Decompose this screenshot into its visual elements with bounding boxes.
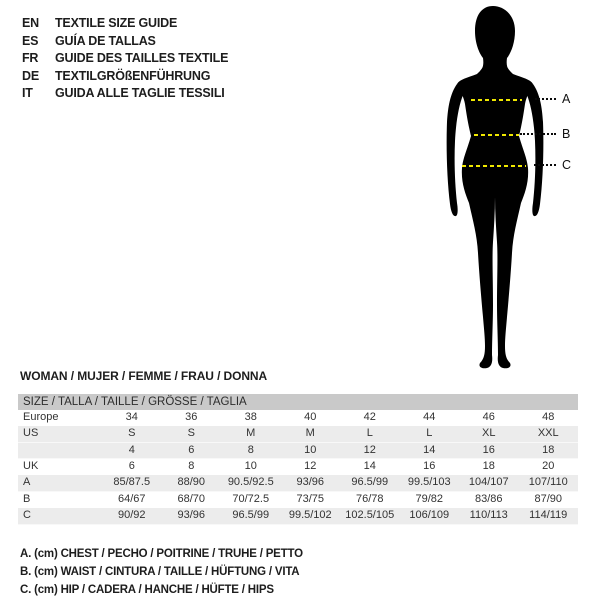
- table-row-hip: [18, 508, 578, 525]
- size-cell: 8: [188, 460, 195, 473]
- size-table-header: SIZE / TALLA / TAILLE / GRÖSSE / TAGLIA: [18, 394, 578, 410]
- hip-leader-line: [534, 164, 556, 166]
- table-row-waist: [18, 492, 578, 508]
- size-cell: 4: [128, 443, 135, 456]
- size-cell: M: [305, 426, 315, 439]
- table-row-us: [18, 426, 578, 443]
- size-cell: 85/87.5: [113, 476, 151, 489]
- size-cell: 99.5/103: [407, 476, 451, 489]
- size-cell: 18: [482, 460, 495, 473]
- language-title-list: [22, 15, 228, 103]
- size-cell: 107/110: [528, 476, 568, 489]
- legend-line-chest: A. (cm) CHEST / PECHO / POITRINE / TRUHE / PETTO: [20, 548, 303, 560]
- size-cell: 6: [128, 460, 135, 473]
- size-cell: 110/113: [469, 508, 508, 521]
- size-cell: 18: [542, 443, 555, 456]
- table-row-us-numeric: [18, 443, 578, 460]
- chest-dash-line: [471, 99, 522, 101]
- guide-title: TEXTILE SIZE GUIDE: [55, 16, 178, 30]
- size-cell: 70/72.5: [232, 492, 270, 505]
- size-cell: 10: [244, 460, 257, 473]
- size-cell: 83/86: [474, 492, 503, 505]
- group-title: WOMAN / MUJER / FEMME / FRAU / DONNA: [20, 369, 268, 383]
- language-row: [22, 33, 228, 51]
- size-cell: 6: [188, 443, 195, 456]
- size-cell: 73/75: [296, 492, 325, 505]
- guide-title: TEXTILGRÖßENFÜHRUNG: [55, 68, 211, 83]
- size-table: [18, 394, 578, 525]
- size-cell: 93/96: [177, 508, 206, 521]
- size-cell: 102.5/105: [345, 508, 395, 521]
- language-code: DE: [22, 68, 39, 83]
- size-cell: 93/96: [296, 476, 325, 489]
- size-cell: L: [366, 426, 373, 439]
- size-cell: XXL: [537, 426, 559, 439]
- size-cell: 8: [247, 443, 254, 456]
- table-row-europe: [18, 410, 578, 426]
- size-cell: 64/67: [117, 492, 146, 505]
- language-code: FR: [22, 51, 39, 65]
- size-cell: S: [187, 426, 195, 439]
- size-cell: 14: [423, 443, 436, 456]
- size-cell: 87/90: [534, 492, 563, 505]
- size-cell: 40: [304, 411, 317, 423]
- size-cell: 114/119: [529, 508, 568, 521]
- row-label: US: [23, 426, 39, 439]
- legend-line-waist: B. (cm) WAIST / CINTURA / TAILLE / HÜFTUNG / VITA: [20, 566, 300, 578]
- language-row: [22, 15, 228, 33]
- guide-title: GUIDE DES TAILLES TEXTILE: [55, 51, 229, 65]
- size-cell: 90.5/92.5: [227, 476, 274, 489]
- size-cell: 10: [304, 443, 317, 456]
- language-row: [22, 85, 228, 103]
- size-cell: 14: [363, 460, 376, 473]
- woman-silhouette-icon: [434, 5, 564, 371]
- language-code: EN: [22, 16, 39, 30]
- waist-leader-line: [520, 133, 556, 135]
- size-cell: 16: [482, 443, 495, 456]
- size-cell: 96.5/99: [351, 476, 389, 489]
- size-cell: 96.5/99: [232, 508, 270, 521]
- size-cell: 12: [363, 443, 376, 456]
- size-cell: 16: [423, 460, 436, 473]
- size-cell: 48: [542, 411, 555, 423]
- size-cell: M: [246, 426, 256, 439]
- size-cell: 44: [423, 411, 436, 423]
- size-cell: 68/70: [177, 492, 206, 505]
- row-label: A: [23, 476, 31, 489]
- marker-label-c: C: [562, 158, 572, 172]
- size-cell: 76/78: [355, 492, 384, 505]
- size-cell: 34: [125, 411, 138, 423]
- waist-dash-line: [474, 134, 519, 136]
- language-code: IT: [22, 86, 33, 100]
- size-cell: 12: [304, 460, 317, 473]
- size-cell: 104/107: [468, 476, 509, 489]
- size-cell: XL: [482, 426, 496, 439]
- table-row-uk: [18, 459, 578, 475]
- language-row: [22, 68, 228, 86]
- size-cell: 42: [363, 411, 376, 423]
- size-cell: 20: [542, 460, 555, 473]
- size-cell: 90/92: [117, 508, 146, 521]
- language-row: [22, 50, 228, 68]
- row-label: Europe: [23, 411, 59, 423]
- size-cell: 38: [244, 411, 257, 423]
- guide-title: GUÍA DE TALLAS: [55, 33, 156, 48]
- size-cell: 36: [185, 411, 198, 423]
- guide-title: GUIDA ALLE TAGLIE TESSILI: [55, 86, 225, 100]
- legend-line-hip: C. (cm) HIP / CADERA / HANCHE / HÜFTE / HIPS: [20, 584, 274, 596]
- size-cell: 46: [482, 411, 495, 423]
- size-cell: 79/82: [415, 492, 444, 505]
- row-label: C: [23, 508, 31, 521]
- size-cell: S: [128, 426, 136, 439]
- marker-label-a: A: [562, 92, 571, 106]
- size-cell: L: [426, 426, 433, 439]
- size-cell: 99.5/102: [288, 508, 332, 521]
- measurement-legend: [20, 545, 303, 599]
- row-label: UK: [23, 460, 39, 473]
- size-cell: 88/90: [177, 476, 206, 489]
- size-cell: 106/109: [409, 508, 450, 521]
- table-row-chest: [18, 475, 578, 492]
- hip-dash-line: [462, 165, 526, 167]
- row-label: B: [23, 492, 31, 505]
- language-code: ES: [22, 33, 39, 48]
- marker-label-b: B: [562, 127, 571, 141]
- chest-leader-line: [535, 98, 556, 100]
